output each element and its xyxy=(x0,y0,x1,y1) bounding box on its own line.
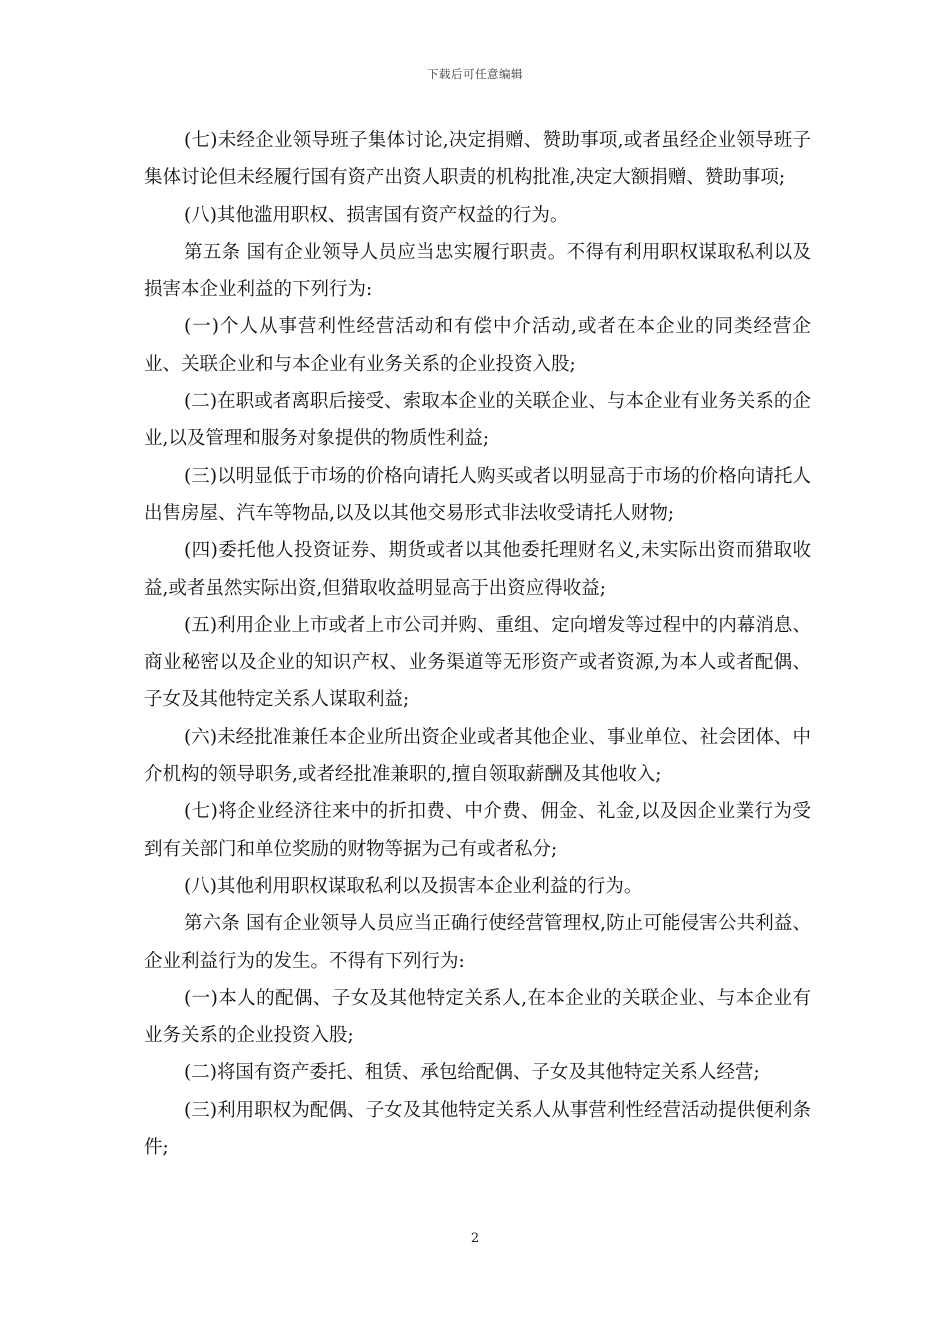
paragraph: (三)以明显低于市场的价格向请托人购买或者以明显高于市场的价格向请托人出售房屋、汽车等物品,以及以其他交易形式非法收受请托人财物; xyxy=(144,465,811,524)
paragraph: (八)其他滥用职权、损害国有资产权益的行为。 xyxy=(184,204,569,226)
paragraph: (三)利用职权为配偶、子女及其他特定关系人从事营利性经营活动提供便利条件; xyxy=(144,1099,811,1159)
page-number: 2 xyxy=(470,1231,480,1246)
page-header: 下载后可任意编辑 xyxy=(427,67,523,81)
paragraph: (六)未经批准兼任本企业所出资企业或者其他企业、事业单位、社会团体、中介机构的领导职务,或者经批准兼职的,擅自领取薪酬及其他收入; xyxy=(144,726,811,786)
paragraph: (二)在职或者离职后接受、索取本企业的关联企业、与本企业有业务关系的企业,以及管理和服务对象提供的物质性利益; xyxy=(144,391,811,450)
paragraph: (八)其他利用职权谋取私利以及损害本企业利益的行为。 xyxy=(184,875,643,897)
paragraph: (七)未经企业领导班子集体讨论,决定捐赠、赞助事项,或者虽经企业领导班子集体讨论但未经履行国有资产出资人职责的机构批准,决定大额捐赠、赞助事项; xyxy=(144,130,811,189)
body-text xyxy=(144,122,811,1166)
article-paragraph: 第五条 国有企业领导人员应当忠实履行职责。不得有利用职权谋取私利以及损害本企业利益的下列行为: xyxy=(144,241,811,301)
paragraph: (一)个人从事营利性经营活动和有偿中介活动,或者在本企业的同类经营企业、关联企业和与本企业有业务关系的企业投资入股; xyxy=(144,316,811,375)
paragraph: (二)将国有资产委托、租赁、承包给配偶、子女及其他特定关系人经营; xyxy=(184,1062,760,1084)
paragraph: (四)委托他人投资证券、期货或者以其他委托理财名义,未实际出资而猎取收益,或者虽然实际出资,但猎取收益明显高于出资应得收益; xyxy=(144,540,811,599)
paragraph: (一)本人的配偶、子女及其他特定关系人,在本企业的关联企业、与本企业有业务关系的企业投资入股; xyxy=(144,987,811,1047)
article-paragraph: 第六条 国有企业领导人员应当正确行使经营管理权,防止可能侵害公共利益、企业利益行为的发生。不得有下列行为: xyxy=(144,913,811,972)
paragraph: (五)利用企业上市或者上市公司并购、重组、定向增发等过程中的内幕消息、商业秘密以及企业的知识产权、业务渠道等无形资产或者资源,为本人或者配偶、子女及其他特定关系人谋取利益; xyxy=(144,614,811,711)
paragraph: (七)将企业经济往来中的折扣费、中介费、佣金、礼金,以及因企业業行为受到有关部门和单位奖励的财物等据为己有或者私分; xyxy=(144,801,811,860)
